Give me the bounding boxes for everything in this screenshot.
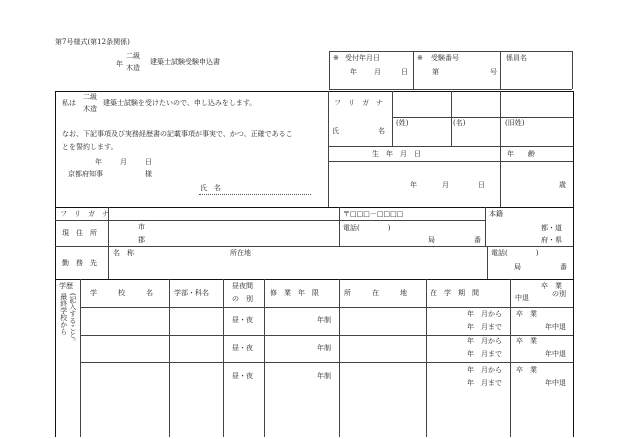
edu-row1-from: 年 月から (467, 310, 502, 318)
edu-row3-grad: 卒 業 (516, 366, 537, 374)
edu-header-grad-3: の別 (552, 290, 566, 298)
edu-col-faculty (223, 279, 224, 437)
address-phone-label: 電話( ) (343, 224, 391, 232)
education-row1-bottom (80, 335, 573, 336)
employer-kyoku: 局 (514, 263, 521, 271)
address-postal-div (339, 207, 340, 246)
employer-location-label: 所在地 (230, 249, 251, 257)
applicant-kyusei: (旧姓) (505, 119, 525, 127)
applicant-sei-mei-div (451, 91, 452, 146)
app-addressee: 京都府知事 (68, 170, 103, 178)
exam-label: 受験番号 (431, 54, 459, 62)
form-title: 建築士試験受験申込書 (150, 58, 220, 66)
edu-header-years: 修 業 年 限 (270, 289, 319, 297)
edu-row3-daynight: 昼・夜 (232, 372, 253, 380)
applicant-name-label-1: 氏 (332, 127, 339, 135)
address-honseki-label: 本籍 (489, 210, 503, 218)
edu-side-label-2: (記入すること。 (68, 293, 77, 345)
address-ban: 番 (474, 236, 481, 244)
edu-row3-drop: 年中退 (545, 379, 566, 387)
app-line1: 建築士試験を受けたいので、申し込みをします。 (103, 99, 257, 107)
applicant-name-bottom (328, 146, 573, 147)
edu-col-daynight (264, 279, 265, 437)
app-name-label: 氏 名 (200, 184, 221, 192)
header-year: 年 (116, 60, 123, 68)
address-fuken: 府・県 (541, 236, 562, 244)
edu-row2-to: 年 月まで (467, 350, 502, 358)
edu-row2-from: 年 月から (467, 337, 502, 345)
header-box-left (329, 51, 330, 89)
address-top-border (55, 207, 573, 208)
applicant-age-div2 (500, 161, 501, 207)
exam-dai: 第 (432, 68, 439, 76)
exam-go: 号 (490, 68, 497, 76)
edu-row1-daynight: 昼・夜 (232, 316, 253, 324)
edu-side-label-3: 最終学校から (59, 293, 68, 335)
edu-header-grad-2: 中退 (515, 294, 529, 302)
address-shi: 市 (138, 223, 145, 231)
receipt-month: 月 (374, 68, 381, 76)
edu-header-location: 所 在 地 (344, 289, 407, 297)
app-name-line (199, 194, 311, 195)
edu-col-side (80, 279, 81, 437)
app-grade-mokuzo: 木造 (83, 105, 97, 113)
address-furigana-line (55, 220, 485, 221)
edu-row3-years: 年制 (317, 372, 331, 380)
edu-row2-years: 年制 (317, 344, 331, 352)
clerk-label: 係員名 (506, 54, 527, 62)
edu-header-daynight-2: の 別 (232, 295, 253, 303)
edu-col-years (339, 279, 340, 437)
applicant-age-unit: 歳 (559, 181, 566, 189)
app-date-year: 年 (95, 158, 102, 166)
applicant-age-label: 年 齢 (507, 150, 535, 158)
applicant-mei-kyusei-div (500, 91, 501, 146)
app-watashi: 私は (62, 99, 76, 107)
applicant-birth-month: 月 (442, 181, 449, 189)
employer-ban: 番 (560, 263, 567, 271)
applicant-birth-day: 日 (478, 181, 485, 189)
address-bottom-line (55, 246, 573, 247)
form-top-border (55, 91, 573, 92)
header-box-div1 (413, 51, 414, 89)
app-grade-nikyu: 二級 (83, 93, 97, 101)
address-gun: 郡 (138, 236, 145, 244)
app-sama: 様 (145, 170, 152, 178)
edu-header-daynight-1: 昼夜間 (232, 282, 253, 290)
edu-header-grad-1: 卒 業 (541, 282, 562, 290)
edu-row1-drop: 年中退 (545, 323, 566, 331)
form-right-border (573, 91, 574, 437)
education-header-bottom (80, 307, 573, 308)
header-box-div2 (500, 51, 501, 89)
app-date-day: 日 (145, 158, 152, 166)
edu-row2-grad: 卒 業 (516, 337, 537, 345)
edu-row1-grad: 卒 業 (516, 310, 537, 318)
edu-header-faculty: 学部・科名 (174, 289, 209, 297)
receipt-year: 年 (350, 68, 357, 76)
applicant-birth-header-line (328, 161, 573, 162)
applicant-label-div (392, 91, 393, 146)
edu-side-label-1: 学歴 (59, 282, 73, 290)
education-top-border (55, 279, 573, 280)
edu-row3-to: 年 月まで (467, 379, 502, 387)
form-left-border (55, 91, 56, 437)
edu-row2-drop: 年中退 (545, 350, 566, 358)
receipt-mark: ※ (333, 54, 339, 62)
edu-col-location (426, 279, 427, 437)
edu-col-period (510, 279, 511, 437)
applicant-furigana-label: フ リ ガ ナ (334, 99, 383, 107)
address-todo: 都・道 (541, 224, 562, 232)
applicant-mei: (名) (453, 119, 466, 127)
applicant-left-border (328, 91, 329, 207)
edu-row3-from: 年 月から (467, 366, 502, 374)
applicant-sei: (姓) (396, 119, 409, 127)
employer-name-label: 名 称 (113, 249, 134, 257)
header-box-top (329, 51, 572, 52)
edu-row1-to: 年 月まで (467, 323, 502, 331)
edu-header-school: 学 校 名 (90, 289, 153, 297)
receipt-label: 受付年月日 (345, 54, 380, 62)
form-number: 第7号様式(第12条関係) (55, 38, 130, 46)
app-line3: とを誓約します。 (62, 143, 118, 151)
edu-col-school (169, 279, 170, 437)
edu-row2-daynight: 昼・夜 (232, 344, 253, 352)
employer-phone-label: 電話( ) (491, 249, 539, 257)
applicant-birth-year: 年 (410, 181, 417, 189)
applicant-furigana-line (392, 117, 573, 118)
employer-label: 勤 務 先 (62, 259, 97, 267)
address-current-label: 現 住 所 (62, 229, 97, 237)
education-row2-bottom (80, 362, 573, 363)
header-box-right (572, 51, 573, 89)
address-furigana-label: フ リ ガ ナ (60, 210, 109, 218)
applicant-age-div (500, 146, 501, 161)
header-grade-nikyu: 二級 (126, 52, 140, 60)
app-line2: なお、下記事項及び実務経歴書の記載事項が事実で、かつ、正確であるこ (62, 130, 293, 138)
employer-phone-div (487, 246, 488, 279)
receipt-day: 日 (401, 68, 408, 76)
exam-mark: ※ (417, 54, 423, 62)
address-kyoku: 局 (428, 236, 435, 244)
app-date-month: 月 (120, 158, 127, 166)
header-box-bottom (329, 89, 572, 90)
edu-header-period: 在 学 期 間 (430, 289, 479, 297)
applicant-name-label-2: 名 (378, 127, 385, 135)
address-honseki-div (485, 207, 486, 246)
edu-row1-years: 年制 (317, 316, 331, 324)
header-grade-mokuzo: 木造 (126, 64, 140, 72)
applicant-birth-label: 生 年 月 日 (372, 150, 421, 158)
address-postal: 〒□□□－□□□□ (343, 210, 404, 218)
